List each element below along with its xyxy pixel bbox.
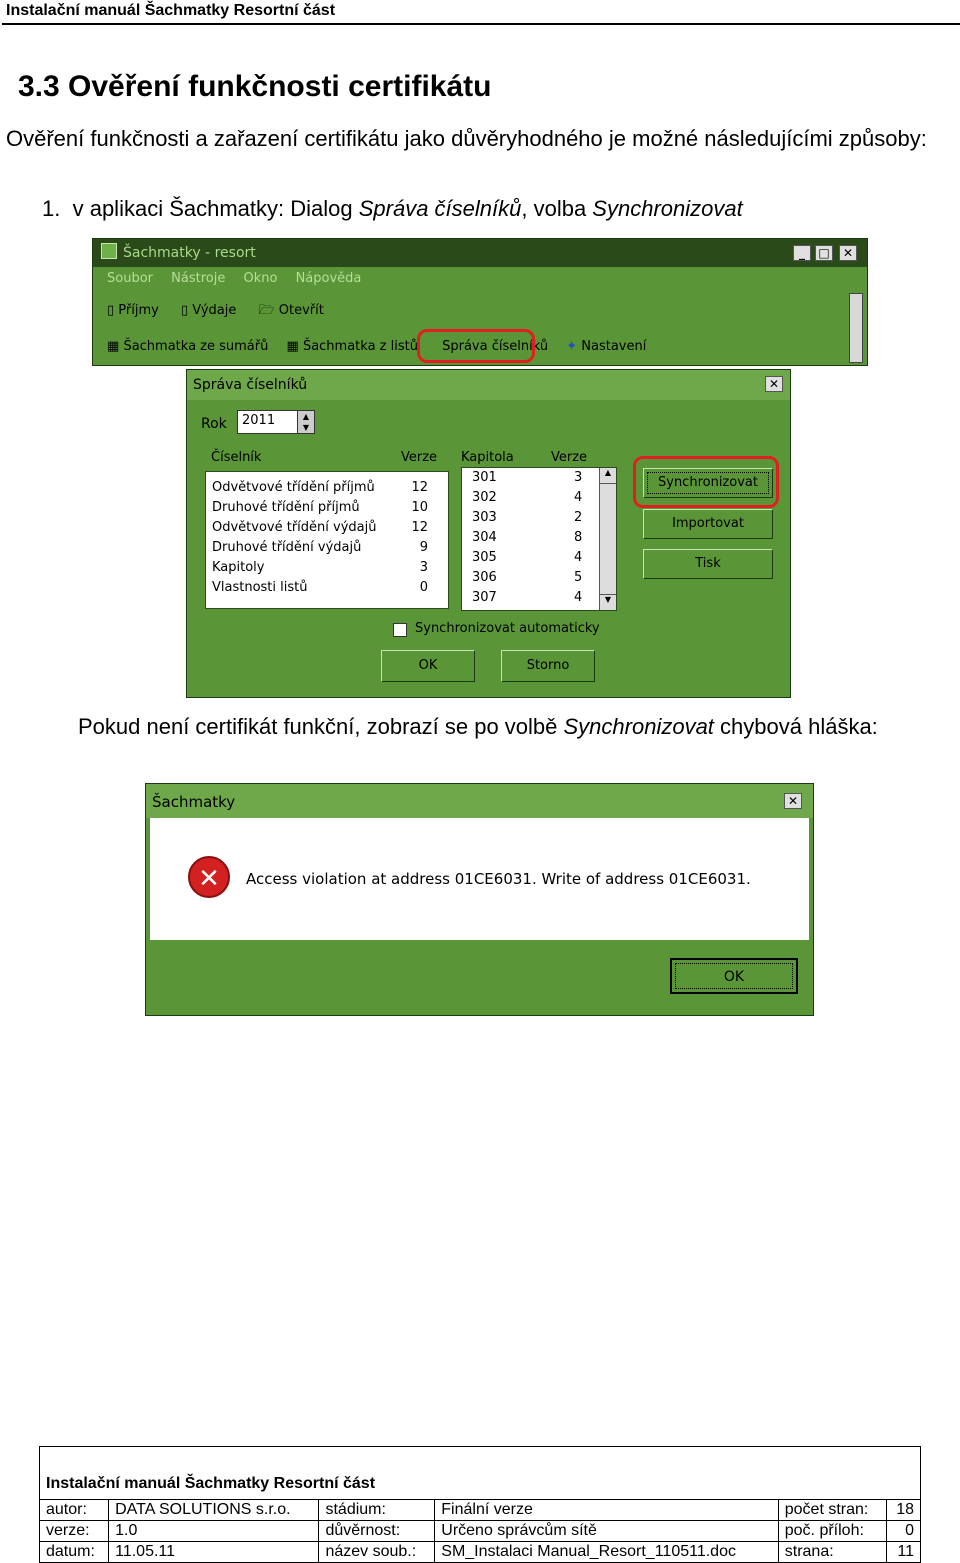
close-icon[interactable]: ✕ (839, 245, 857, 261)
app-title: Šachmatky - resort (123, 245, 256, 261)
col-verze-2: Verze (551, 450, 588, 465)
col-ciselnik: Číselník (211, 450, 262, 465)
ciselnik-version: 12 (411, 480, 428, 495)
close-icon[interactable]: ✕ (784, 793, 802, 809)
error-title: Šachmatky (152, 793, 236, 811)
importovat-button[interactable]: Importovat (643, 509, 773, 539)
rok-input[interactable] (237, 410, 315, 434)
step-1 (42, 196, 743, 222)
kapitola-number: 304 (472, 530, 497, 545)
menu-napoveda[interactable]: Nápověda (295, 271, 362, 286)
tisk-button[interactable]: Tisk (643, 549, 773, 579)
scrollbar[interactable]: ▲ ▼ (599, 468, 616, 610)
ciselnik-list[interactable] (205, 471, 449, 609)
toolbar-sachmatka-listu[interactable]: ▦ Šachmatka z listů (286, 339, 418, 354)
document-icon: ▯ (180, 303, 189, 318)
toolbar-row-1 (107, 301, 324, 323)
para-emphasis: Synchronizovat (563, 714, 714, 739)
wrench-icon: ✦ (566, 339, 578, 354)
error-paragraph (78, 712, 956, 742)
auto-sync-checkbox[interactable] (393, 623, 407, 637)
step-emphasis-option: Synchronizovat (592, 196, 743, 221)
folder-icon: 🗁 (258, 303, 275, 318)
kapitola-number: 306 (472, 570, 497, 585)
step-text-mid: , volba (521, 196, 593, 221)
dialog-sprava-ciselniku (186, 369, 791, 698)
kapitola-number: 302 (472, 490, 497, 505)
highlight-sprava-ciselniku (417, 329, 535, 363)
error-dialog (145, 783, 814, 1016)
kapitola-version: 4 (574, 590, 583, 605)
col-kapitola: Kapitola (461, 450, 514, 465)
kapitola-version: 4 (574, 550, 583, 565)
app-menubar (107, 271, 361, 286)
close-icon[interactable]: ✕ (765, 376, 783, 392)
step-text: v aplikaci Šachmatky: Dialog (72, 196, 359, 221)
table-icon: ▦ (286, 339, 299, 354)
page-header-title: Instalační manuál Šachmatky Resortní část (6, 2, 336, 19)
ciselnik-name: Vlastnosti listů (212, 580, 308, 595)
menu-okno[interactable]: Okno (243, 271, 278, 286)
menu-soubor[interactable]: Soubor (107, 271, 153, 286)
error-icon: ✕ (188, 856, 230, 898)
ciselnik-name: Druhové třídění výdajů (212, 540, 362, 555)
toolbar-sprava-ciselniku[interactable]: Správa číselníků (442, 339, 549, 354)
footer-row: autor: DATA SOLUTIONS s.r.o. stádium: Finální verze počet stran: 18 (40, 1500, 921, 1521)
kapitola-list[interactable] (461, 467, 617, 611)
kapitola-version: 4 (574, 490, 583, 505)
dialog-title: Správa číselníků (193, 377, 308, 393)
toolbar-nastaveni[interactable]: ✦ Nastavení (566, 339, 647, 354)
step-number: 1. (42, 196, 61, 221)
error-ok-button[interactable]: OK (670, 958, 798, 994)
error-body (150, 818, 809, 940)
col-verze: Verze (401, 450, 438, 465)
intro-paragraph: Ověření funkčnosti a zařazení certifikátu jako důvěryhodného je možné následujícími způsoby: (6, 126, 927, 151)
storno-button[interactable]: Storno (501, 650, 595, 682)
toolbar-row-2 (107, 339, 646, 354)
auto-sync-label: Synchronizovat automaticky (415, 621, 600, 636)
kapitola-version: 3 (574, 470, 583, 485)
kapitola-number: 303 (472, 510, 497, 525)
synchronizovat-button[interactable]: Synchronizovat (643, 468, 773, 498)
section-heading: 3.3 Ověření funkčnosti certifikátu (18, 70, 492, 103)
toolbar-otevrit[interactable]: 🗁 Otevřít (258, 303, 324, 318)
kapitola-version: 8 (574, 530, 583, 545)
app-window (92, 238, 868, 366)
table-icon: ▦ (107, 339, 120, 354)
ciselnik-name: Odvětvové třídění výdajů (212, 520, 377, 535)
ciselnik-name: Kapitoly (212, 560, 265, 575)
ciselnik-name: Odvětvové třídění příjmů (212, 480, 375, 495)
app-icon (101, 243, 117, 259)
spinner-icon[interactable]: ▲ ▼ (297, 411, 314, 433)
footer-row: verze: 1.0 důvěrnost: Určeno správcům sítě poč. příloh: 0 (40, 1521, 921, 1542)
maximize-icon[interactable]: □ (815, 245, 833, 261)
ok-button[interactable]: OK (381, 650, 475, 682)
rok-label: Rok (201, 416, 227, 432)
ciselnik-version: 10 (411, 500, 428, 515)
step-emphasis-dialog: Správa číselníků (358, 196, 522, 221)
menu-nastroje[interactable]: Nástroje (171, 271, 226, 286)
kapitola-number: 305 (472, 550, 497, 565)
footer-title: Instalační manuál Šachmatky Resortní část (40, 1447, 921, 1500)
app-titlebar (93, 239, 867, 267)
kapitola-version: 2 (574, 510, 583, 525)
footer-table (39, 1446, 921, 1563)
kapitola-number: 301 (472, 470, 497, 485)
ciselnik-version: 3 (419, 560, 428, 575)
ciselnik-name: Druhové třídění příjmů (212, 500, 360, 515)
kapitola-number: 307 (472, 590, 497, 605)
rok-value: 2011 (242, 413, 276, 428)
toolbar-prijmy[interactable]: ▯ Příjmy (107, 303, 159, 318)
error-titlebar (146, 784, 813, 818)
dialog-titlebar (187, 370, 790, 400)
ciselnik-version: 9 (419, 540, 428, 555)
para-text: Pokud není certifikát funkční, zobrazí se po volbě (78, 714, 564, 739)
kapitola-version: 5 (574, 570, 583, 585)
document-icon: ▯ (107, 303, 115, 318)
ciselnik-version: 0 (419, 580, 428, 595)
minimize-icon[interactable]: _ (793, 245, 811, 261)
ciselnik-version: 12 (411, 520, 428, 535)
para-text-end: chybová hláška: (713, 714, 878, 739)
toolbar-sachmatka-sumaru[interactable]: ▦ Šachmatka ze sumářů (107, 339, 269, 354)
header-divider (2, 23, 960, 25)
error-message: Access violation at address 01CE6031. Write of address 01CE6031. (246, 870, 751, 888)
footer-row: datum: 11.05.11 název soub.: SM_Instalaci Manual_Resort_110511.doc strana: 11 (40, 1542, 921, 1563)
toolbar-vydaje[interactable]: ▯ Výdaje (180, 303, 237, 318)
scrollbar[interactable] (849, 293, 863, 363)
